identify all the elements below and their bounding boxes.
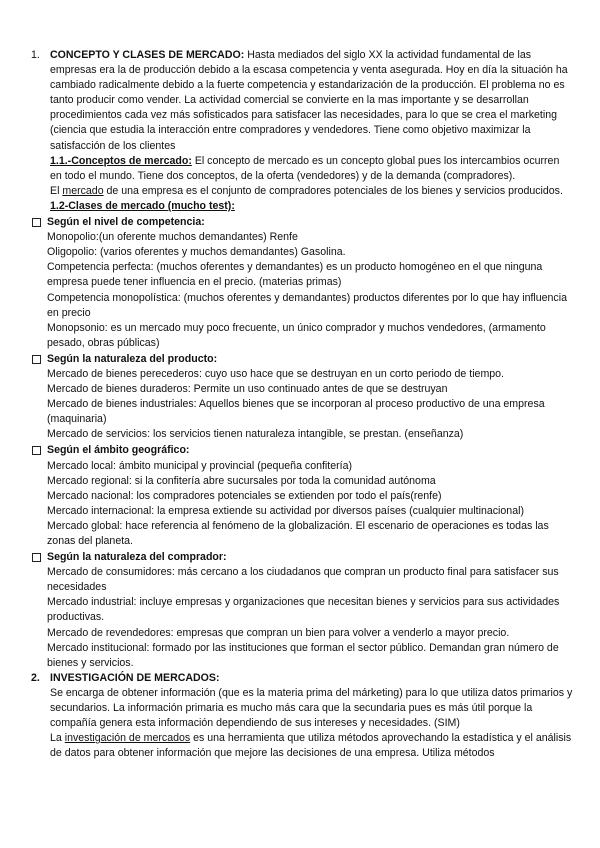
mercado-definition bbox=[50, 184, 574, 199]
section-2 bbox=[31, 671, 574, 762]
subsection-1-2-title: 1.2-Clases de mercado (mucho test): bbox=[50, 199, 235, 212]
section-2-title: INVESTIGACIÓN DE MERCADOS: bbox=[50, 671, 220, 684]
list-item: Competencia monopolística: (muchos oferentes y demandantes) productos diferentes por lo que hay influencia en precio bbox=[47, 291, 567, 319]
category-geografico-lines bbox=[31, 459, 574, 550]
list-item: Mercado de bienes industriales: Aquellos bienes que se incorporan al proceso productivo de una empresa (maquinaria) bbox=[47, 398, 545, 426]
list-item: Competencia perfecta: (muchos oferentes y demandantes) es un producto homogéneo en el que ninguna empresa puede tener influencia en el precio. (materias primas) bbox=[47, 261, 543, 289]
checkbox-icon[interactable] bbox=[32, 355, 41, 364]
list-item: Mercado local: ámbito municipal y provincial (pequeña confitería) bbox=[47, 459, 353, 472]
category-title: Según el ámbito geográfico: bbox=[47, 444, 190, 457]
section-2-p2-end: es una herramienta que utiliza métodos aprovechando la estadística y el análisis de datos para obtener información que mejore las decisiones de una empresa. Utiliza métodos bbox=[50, 732, 572, 760]
subsection-1-1-title: 1.1.-Conceptos de mercado: bbox=[50, 154, 192, 167]
section-1-number: 1. bbox=[31, 49, 40, 61]
list-item: Oligopolio: (varios oferentes y muchos demandantes) Gasolina. bbox=[47, 246, 346, 259]
checkbox-icon[interactable] bbox=[32, 446, 41, 455]
section-1-title: CONCEPTO Y CLASES DE MERCADO: bbox=[50, 49, 245, 61]
mercado-definition-start: El bbox=[50, 184, 63, 197]
section-2-paragraph-2 bbox=[50, 731, 574, 761]
category-comprador bbox=[31, 550, 574, 565]
checkbox-icon[interactable] bbox=[32, 553, 41, 562]
subsection-1-1-text: El concepto de mercado es un concepto global pues los intercambios ocurren en todo el mundo. Tiene dos conceptos, de la oferta (vendedores) y de la demanda (compradores). bbox=[50, 154, 560, 182]
list-item: Mercado nacional: los compradores potenciales se extienden por todo el país(renfe) bbox=[47, 489, 442, 502]
checkbox-icon[interactable] bbox=[32, 218, 41, 227]
list-item: Monopsonio: es un mercado muy poco frecuente, un único comprador y muchos vendedores, (armamento pesado, obras públicas) bbox=[47, 321, 546, 349]
category-producto-lines bbox=[31, 367, 574, 442]
list-item: Mercado de consumidores: más cercano a los ciudadanos que compran un producto final para satisfacer sus necesidades bbox=[47, 566, 559, 594]
category-producto bbox=[31, 352, 574, 367]
mercado-link[interactable]: mercado bbox=[62, 184, 104, 197]
section-1-intro bbox=[50, 48, 574, 154]
category-competencia bbox=[31, 215, 574, 230]
category-competencia-lines bbox=[31, 230, 574, 351]
section-2-p2-start: La bbox=[50, 732, 65, 745]
list-item: Mercado industrial: incluye empresas y organizaciones que necesitan bienes y servicios para sus actividades productivas. bbox=[47, 596, 560, 624]
category-title: Según la naturaleza del comprador: bbox=[47, 551, 227, 564]
list-item: Mercado de revendedores: empresas que compran un bien para volver a venderlo a mayor precio. bbox=[47, 626, 510, 639]
section-1 bbox=[31, 48, 574, 214]
category-geografico bbox=[31, 443, 574, 458]
section-1-intro-text: Hasta mediados del siglo XX la actividad fundamental de las empresas era la de producción debido a la escasa competencia y venta asegurada. Hoy en día la situación ha cambiado radicalmente debido a la fuerte competencia y estandarización de la producción. El problema no es tanto producir como vender. La actividad comercial se convierte en la mas importante y se desarrollan procedimientos cada vez más sofisticados para satisfacer las necesidades, para lo que se crea el marketing (ciencia que estudia la interacción entre compradores y vendedores. Tiene como objetivo maximizar la satisfacción de los clientes bbox=[50, 49, 568, 152]
list-item: Mercado global: hace referencia al fenómeno de la globalización. El escenario de operaciones es todas las zonas del planeta. bbox=[47, 519, 549, 547]
list-item: Mercado de servicios: los servicios tienen naturaleza intangible, se prestan. (enseñanza) bbox=[47, 428, 464, 441]
list-item: Mercado de bienes perecederos: cuyo uso hace que se destruyan en un corto periodo de tiempo. bbox=[47, 367, 505, 380]
list-item: Mercado institucional: formado por las instituciones que forman el sector público. Demandan gran número de bienes y servicios. bbox=[47, 641, 559, 669]
category-title: Según el nivel de competencia: bbox=[47, 216, 205, 229]
list-item: Mercado internacional: la empresa extiende su actividad por diversos países (cualquier multinacional) bbox=[47, 504, 524, 517]
investigacion-link[interactable]: investigación de mercados bbox=[64, 732, 191, 745]
section-2-paragraph-1: Se encarga de obtener información (que es la materia prima del márketing) para lo que utiliza datos primarios y secundarios. La información primaria es mucho más cara que la secundaria pues es más útil porque la compañía genera esta información dependiendo de sus intereses y necesidades. (SIM) bbox=[50, 686, 573, 730]
section-2-number: 2. bbox=[31, 671, 40, 684]
category-title: Según la naturaleza del producto: bbox=[47, 352, 218, 365]
list-item: Monopolio:(un oferente muchos demandantes) Renfe bbox=[47, 231, 298, 244]
mercado-definition-end: de una empresa es el conjunto de compradores potenciales de los bienes y servicios producidos. bbox=[103, 184, 563, 197]
list-item: Mercado de bienes duraderos: Permite un uso continuado antes de que se destruyan bbox=[47, 383, 448, 396]
subsection-1-1 bbox=[50, 154, 574, 184]
list-item: Mercado regional: si la confitería abre sucursales por toda la comunidad autónoma bbox=[47, 474, 436, 487]
category-comprador-lines bbox=[31, 565, 574, 671]
document-content bbox=[31, 48, 574, 761]
